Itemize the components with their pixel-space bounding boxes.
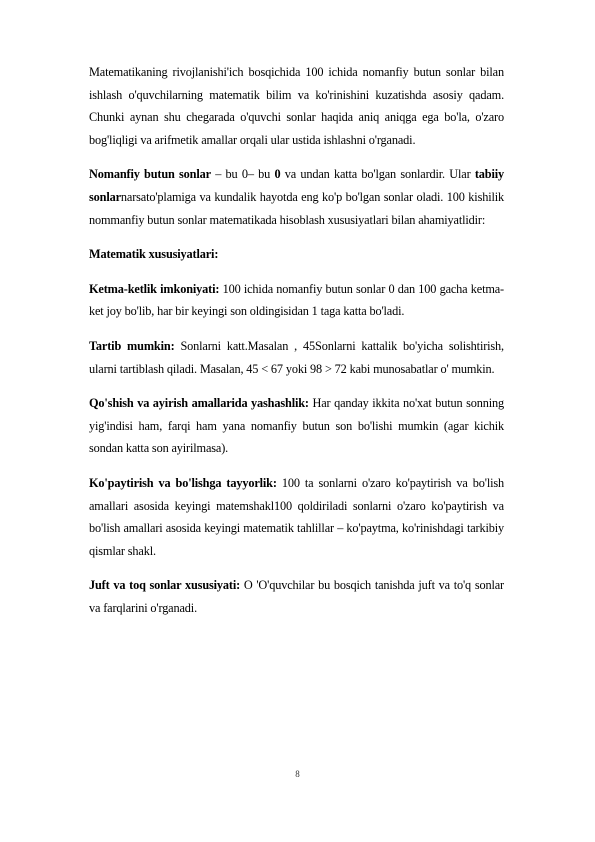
intro-paragraph: Matematikaning rivojlanishi'ich bosqichida 100 ichida nomanfiy butun sonlar bilan ishlash o'quvchilarning matematik bilim va ko'rinishini kuzatishda asosiy qadam. Chunki aynan shu chegarada o'quvchi sonlar haqida aniq aniqga ega bo'la, o'zaro bog'liqligi va arifmetik amallar orqali ular ustida ishlashni o'rganadi. [89, 65, 504, 147]
order-paragraph [89, 335, 504, 380]
definition-term: Nomanfiy butun sonlar [89, 167, 211, 182]
addition-subtraction-text: Har qanday ikkita no'xat butun sonning yig'indisi ham, farqi ham yana nomanfiy butun son bo'lishi mumkin (agar kichik sondan katta son ayirilmasa). [89, 396, 504, 456]
definition-zero: 0 [274, 167, 281, 182]
multiplication-division-paragraph [89, 472, 504, 562]
order-text: Sonlarni katt.Masalan , 45Sonlarni kattalik bo'yicha solishtirish, ularni tartiblash qiladi. Masalan, 45 < 67 yoki 98 > 72 kabi munosabatlar o' mumkin. [89, 338, 504, 376]
sequence-text: 100 ichida nomanfiy butun sonlar 0 dan 100 gacha ketma-ket joy bo'lib, har bir keyingi son oldingisidan 1 taga katta bo'ladi. [89, 281, 505, 319]
parity-term: Juft va toq sonlar xususiyati: [89, 578, 241, 593]
multiplication-division-term: Ko'paytirish va bo'lishga tayyorlik: [89, 475, 277, 490]
multiplication-division-text: 100 ta sonlarni o'zaro ko'paytirish va bo'lish amallari asosida keyingi matemshakl100 qoldiriladi sonlarni o'zaro ko'paytirish va bo'lish amallari asosida keyingi matematik tahlillar – ko'paytma, ko'rinishdagi tarkibiy qismlar shakl. [89, 475, 504, 558]
page-number: 8 [295, 769, 300, 779]
sequence-term: Ketma-ketlik imkoniyati: [89, 281, 220, 296]
definition-text-1: – bu 0– bu [210, 167, 275, 182]
document-page [89, 61, 504, 629]
definition-text-2: va undan katta bo'lgan sonlardir. Ular [280, 167, 475, 182]
sequence-paragraph [89, 278, 504, 323]
definition-text-3: narsato'plamiga va kundalik hayotda eng ko'p bo'lgan sonlar oladi. 100 kishilik nommanfiy butun sonlar matematikada hisoblash xususiyatlari bilan ahamiyatlidir: [89, 189, 504, 227]
addition-subtraction-term: Qo'shish va ayirish amallarida yashashlik: [89, 396, 309, 411]
definition-paragraph [89, 163, 504, 231]
parity-text: O 'O'quvchilar bu bosqich tanishda juft va to'q sonlar va farqlarini o'rganadi. [89, 578, 504, 615]
addition-subtraction-paragraph [89, 392, 504, 460]
section-heading: Matematik xususiyatlari: [89, 247, 219, 262]
definition-natural-numbers: tabiiy sonlar [89, 167, 504, 204]
parity-paragraph [89, 574, 504, 619]
order-term: Tartib mumkin: [89, 338, 175, 353]
